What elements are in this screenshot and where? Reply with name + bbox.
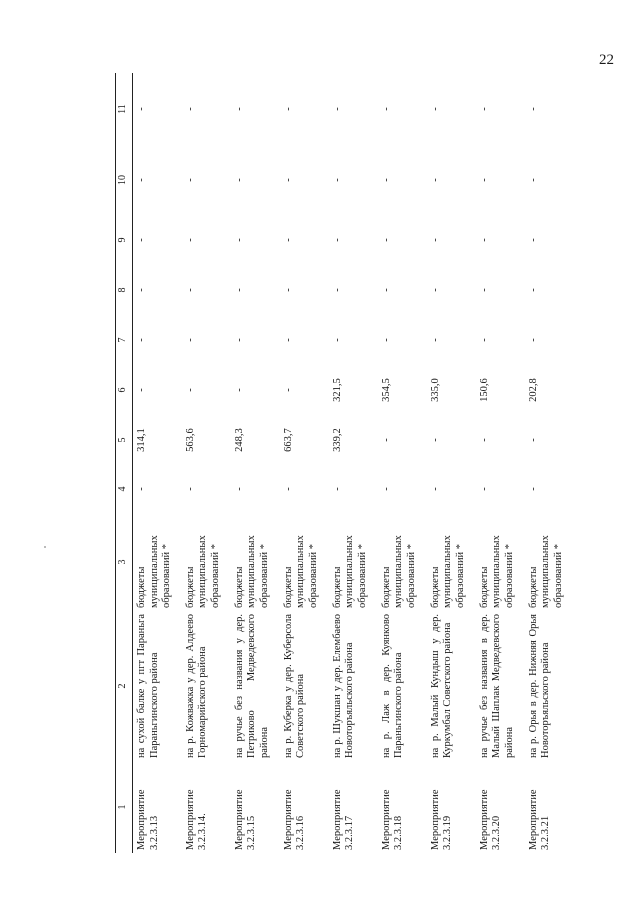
table-row	[427, 73, 476, 853]
column-header: 7	[116, 315, 133, 365]
measure-id: Мероприятие 3.2.3.14.	[184, 789, 209, 850]
cell-col10: -	[233, 178, 245, 182]
cell-col8: -	[527, 288, 539, 292]
cell-col10: -	[282, 178, 294, 182]
cell-col10: -	[380, 178, 392, 182]
table-row	[476, 73, 525, 853]
cell-col6: -	[233, 388, 245, 392]
measure-id: Мероприятие 3.2.3.20	[478, 789, 503, 850]
funding-source: бюджеты муниципальных образований *	[429, 535, 466, 608]
cell-col9: -	[429, 238, 441, 242]
column-header: 5	[116, 415, 133, 465]
cell-col11: -	[429, 107, 441, 111]
cell-col9: -	[380, 238, 392, 242]
cell-col9: -	[233, 238, 245, 242]
cell-col8: -	[380, 288, 392, 292]
cell-col9: -	[527, 238, 539, 242]
cell-col8: -	[233, 288, 245, 292]
column-header: 1	[116, 761, 133, 853]
measure-location: на ручье без названия у дер. Петриково Медведевского района	[233, 614, 270, 758]
funding-source: бюджеты муниципальных образований *	[478, 535, 515, 608]
table-row	[231, 73, 280, 853]
cell-col4: -	[233, 487, 245, 491]
cell-col6: 150,6	[478, 378, 490, 402]
cell-col5: -	[478, 438, 490, 442]
cell-col8: -	[429, 288, 441, 292]
column-header: 10	[116, 145, 133, 215]
cell-col9: -	[136, 238, 147, 242]
cell-col11: -	[331, 107, 343, 111]
cell-col9: -	[184, 238, 196, 242]
cell-col11: -	[184, 107, 196, 111]
cell-col6: -	[282, 388, 294, 392]
table-row	[133, 73, 182, 853]
cell-col8: -	[184, 288, 196, 292]
cell-col11: -	[136, 107, 147, 111]
cell-col6: 354,5	[380, 378, 392, 402]
cell-col5: 314,1	[136, 428, 147, 452]
measure-id: Мероприятие 3.2.3.13	[136, 789, 160, 850]
cell-col6: 335,0	[429, 378, 441, 402]
cell-col8: -	[478, 288, 490, 292]
funding-source: бюджеты муниципальных образований *	[184, 535, 221, 608]
measure-id: Мероприятие 3.2.3.16	[282, 789, 307, 850]
cell-col6: 321,5	[331, 378, 343, 402]
cell-col10: -	[527, 178, 539, 182]
measure-location: на ручье без названия в дер. Малый Шаплак Медведевского района	[478, 614, 515, 758]
funding-source: бюджеты муниципальных образований *	[282, 535, 319, 608]
cell-col4: -	[331, 487, 343, 491]
cell-col7: -	[380, 338, 392, 342]
cell-col4: -	[527, 487, 539, 491]
cell-col5: 663,7	[282, 428, 294, 452]
cell-col7: -	[233, 338, 245, 342]
cell-col7: -	[478, 338, 490, 342]
cell-col10: -	[331, 178, 343, 182]
measure-id: Мероприятие 3.2.3.15	[233, 789, 258, 850]
page-number: 22	[599, 52, 614, 68]
table-row	[280, 73, 329, 853]
cell-col6: -	[184, 388, 196, 392]
cell-col5: -	[380, 438, 392, 442]
cell-col4: -	[184, 487, 196, 491]
cell-col5: 563,6	[184, 428, 196, 452]
measure-location: на р. Лаж в дер. Куянково Параньгинского района	[380, 614, 405, 758]
cell-col4: -	[478, 487, 490, 491]
table-row	[525, 73, 574, 853]
funding-source: бюджеты муниципальных образований *	[527, 535, 564, 608]
cell-col11: -	[527, 107, 539, 111]
cell-col7: -	[331, 338, 343, 342]
column-header: 6	[116, 365, 133, 415]
table-row	[329, 73, 378, 853]
measure-location: на р. Шукшан у дер. Елембаево Новоторъяльского района	[331, 614, 356, 758]
table-row	[378, 73, 427, 853]
measure-id: Мероприятие 3.2.3.21	[527, 789, 552, 850]
cell-col4: -	[429, 487, 441, 491]
measure-id: Мероприятие 3.2.3.19	[429, 789, 454, 850]
funding-source: бюджеты муниципальных образований *	[233, 535, 270, 608]
cell-col10: -	[429, 178, 441, 182]
cell-col4: -	[136, 487, 147, 491]
cell-col8: -	[331, 288, 343, 292]
cell-col6: 202,8	[527, 378, 539, 402]
measure-location: на сухой балке у пгт Параньга Параньгинского района	[136, 614, 160, 758]
funding-source: бюджеты муниципальных образований *	[331, 535, 368, 608]
measure-id: Мероприятие 3.2.3.17	[331, 789, 356, 850]
cell-col11: -	[380, 107, 392, 111]
cell-col10: -	[478, 178, 490, 182]
cell-col11: -	[478, 107, 490, 111]
cell-col7: -	[527, 338, 539, 342]
cell-col11: -	[233, 107, 245, 111]
cell-col5: -	[429, 438, 441, 442]
cell-col7: -	[429, 338, 441, 342]
cell-col10: -	[136, 178, 147, 182]
cell-col10: -	[184, 178, 196, 182]
cell-col7: -	[136, 338, 147, 342]
scan-speck	[44, 546, 46, 548]
column-header: 3	[116, 513, 133, 611]
cell-col5: -	[527, 438, 539, 442]
funding-source: бюджеты муниципальных образований *	[136, 535, 173, 608]
cell-col9: -	[331, 238, 343, 242]
column-header: 2	[116, 611, 133, 761]
cell-col7: -	[184, 338, 196, 342]
cell-col4: -	[282, 487, 294, 491]
column-header: 9	[116, 215, 133, 265]
table-header-row	[116, 73, 133, 853]
cell-col7: -	[282, 338, 294, 342]
measure-location: на р. Орья в дер. Нижняя Орья Новоторъяльского района	[527, 614, 552, 758]
funding-source: бюджеты муниципальных образований *	[380, 535, 417, 608]
rotated-table-container	[115, 73, 564, 853]
column-header: 4	[116, 465, 133, 513]
cell-col11: -	[282, 107, 294, 111]
table-row	[182, 73, 231, 853]
measure-location: на р. Малый Кундыш у дер. Куркумбал Советского района	[429, 614, 454, 758]
column-header: 8	[116, 265, 133, 315]
column-header: 11	[116, 73, 133, 145]
measure-location: на р. Кожважка у дер. Алдеево Горномарийского района	[184, 614, 209, 758]
measure-location: на р. Куберка у дер. Куберсола Советского района	[282, 614, 307, 758]
cell-col8: -	[282, 288, 294, 292]
cell-col4: -	[380, 487, 392, 491]
cell-col5: 339,2	[331, 428, 343, 452]
cell-col8: -	[136, 288, 147, 292]
cell-col6: -	[136, 388, 147, 392]
measures-table	[115, 73, 574, 853]
cell-col9: -	[282, 238, 294, 242]
cell-col9: -	[478, 238, 490, 242]
measure-id: Мероприятие 3.2.3.18	[380, 789, 405, 850]
cell-col5: 248,3	[233, 428, 245, 452]
